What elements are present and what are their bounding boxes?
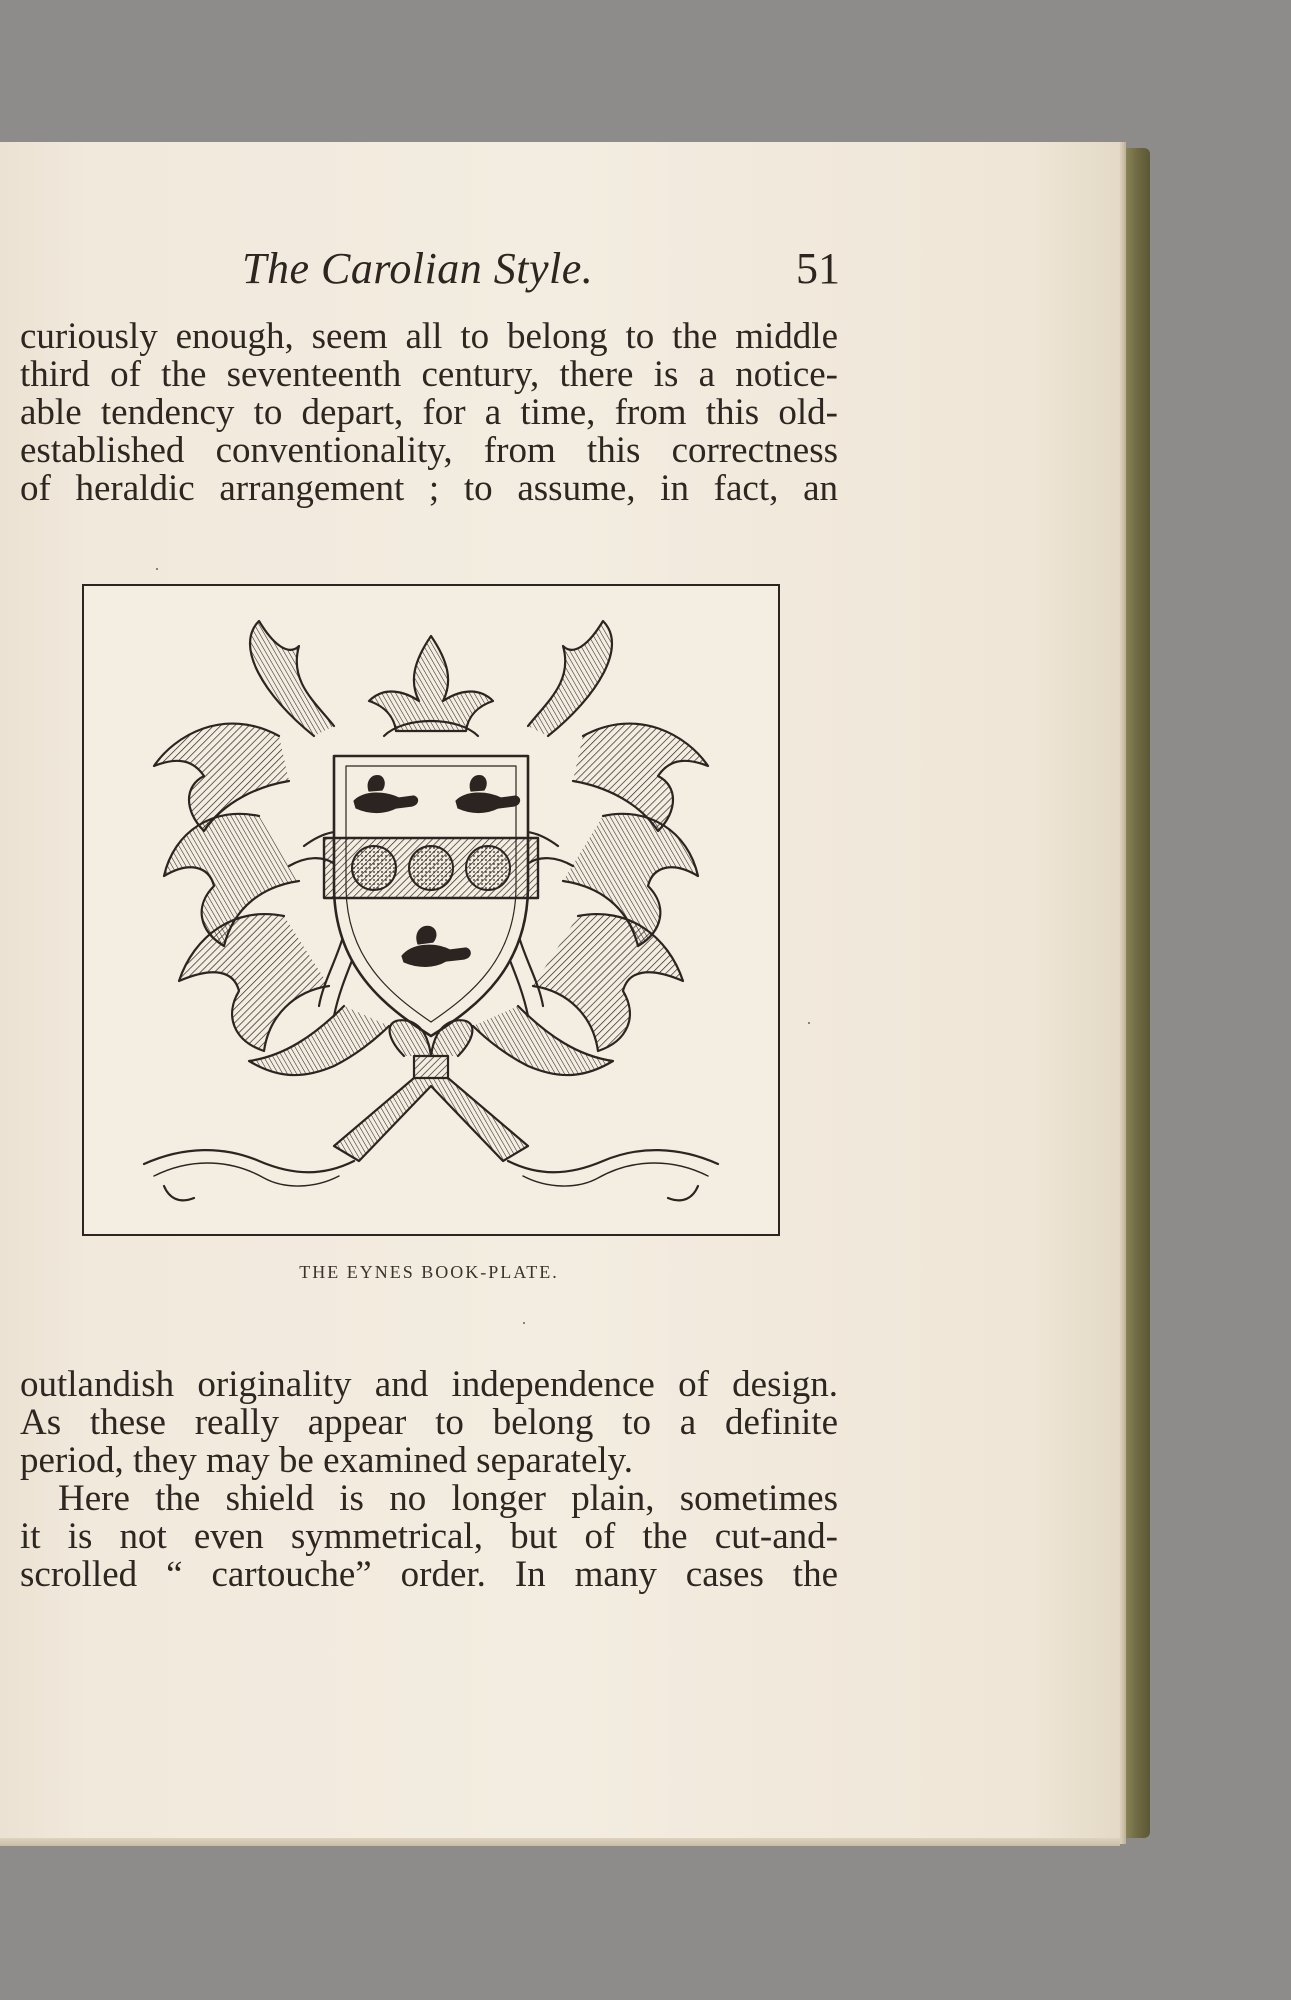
heraldic-bookplate-icon [84,586,778,1234]
text-line: outlandish originality and independence of design. [20,1364,838,1405]
running-head [0,243,1120,293]
text-line: As these really appear to belong to a definite [20,1402,838,1443]
figure-caption: THE EYNES BOOK-PLATE. [299,1262,559,1282]
bookplate-figure [82,584,780,1236]
text-line: third of the seventeenth century, there is a notice- [20,354,838,395]
text-line: able tendency to depart, for a time, from this old- [20,392,838,433]
paper-speck [156,568,158,570]
text-line: scrolled “ cartouche” order. In many cases the [20,1554,838,1595]
page-edge [0,1838,1120,1846]
text-line: it is not even symmetrical, but of the cut-and- [20,1516,838,1557]
text-line: Here the shield is no longer plain, sometimes [58,1478,838,1519]
page-number: 51 [796,244,840,293]
text-line: curiously enough, seem all to belong to the middle [20,316,838,357]
paper-speck [523,1322,525,1324]
running-title: The Carolian Style. [242,244,594,293]
text-line: established conventionality, from this correctness [20,430,838,471]
text-line: of heraldic arrangement ; to assume, in fact, an [20,468,838,509]
paragraph-top [20,318,838,508]
paragraph-bottom [20,1366,838,1594]
text-line: period, they may be examined separately. [20,1440,633,1481]
paper-speck [808,1022,810,1024]
